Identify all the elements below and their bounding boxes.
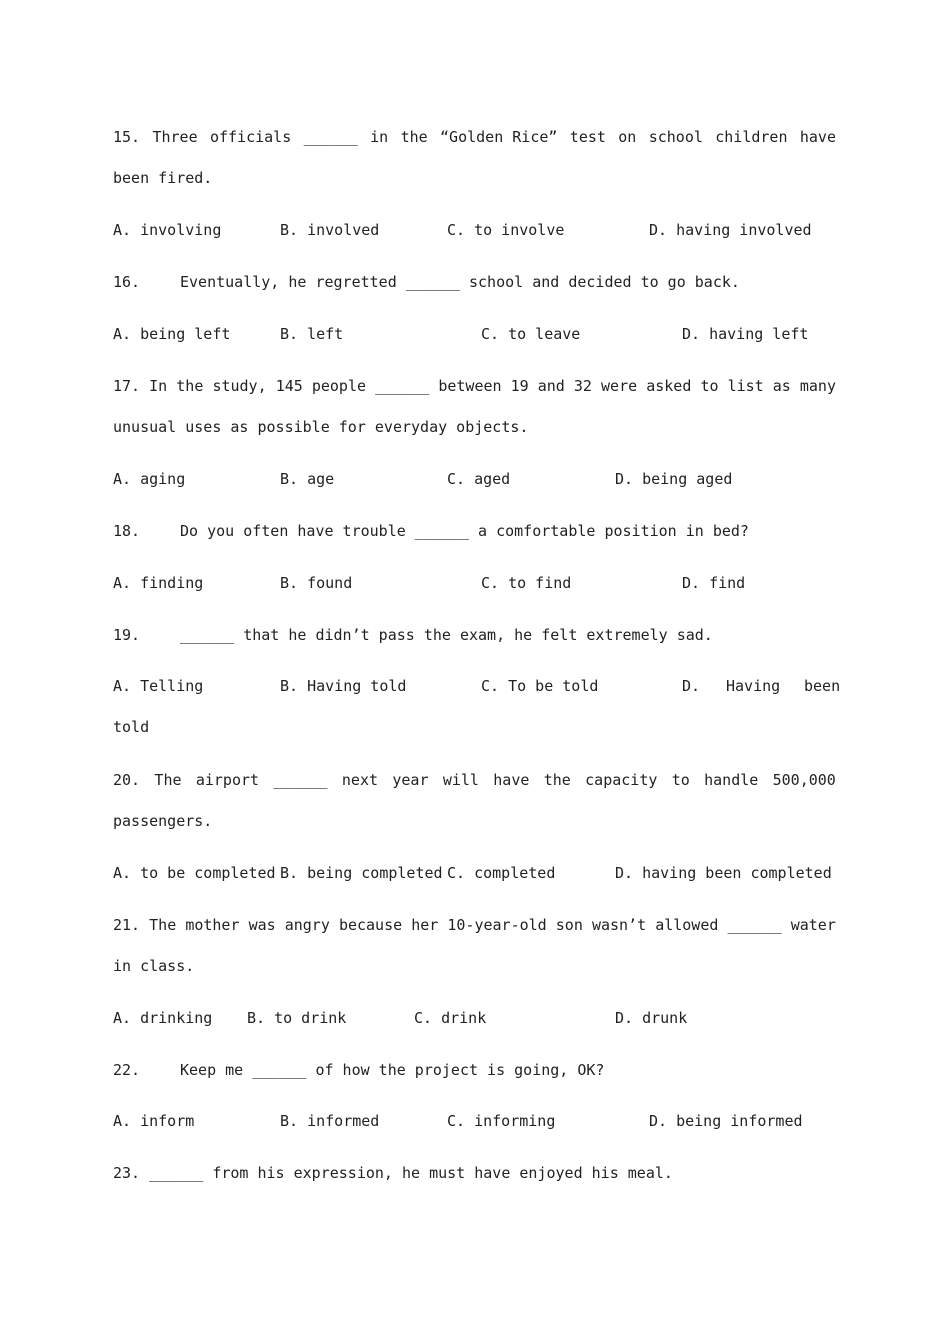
question-20-stem-line1	[113, 770, 836, 790]
option-b: B. informed	[280, 1112, 380, 1130]
word: “Golden Rice”	[440, 128, 558, 146]
option-d: D. having involved	[649, 221, 812, 239]
question-number: 18.	[113, 522, 141, 540]
blank: ______	[273, 771, 328, 789]
question-number: 23.	[113, 1164, 141, 1182]
option-b: B. left	[280, 325, 344, 343]
word: airport	[195, 771, 260, 789]
blank: ______	[303, 128, 358, 146]
question-15-stem-line2: been fired.	[113, 169, 213, 187]
question-number: 21.	[113, 916, 141, 934]
word: 19	[510, 377, 529, 395]
option-a: A. finding	[113, 574, 204, 592]
word: Three	[152, 128, 198, 146]
word: many	[799, 377, 836, 395]
option-a: A. inform	[113, 1112, 195, 1130]
question-number: 19.	[113, 626, 141, 644]
word: between	[438, 377, 502, 395]
question-text: ______ from his expression, he must have enjoyed his meal.	[149, 1164, 673, 1182]
word: The	[149, 916, 177, 934]
option-a: A. being left	[113, 325, 231, 343]
word: children	[715, 128, 788, 146]
word: were	[601, 377, 638, 395]
option-d: D. being aged	[615, 470, 733, 488]
word: school	[648, 128, 703, 146]
word: people	[311, 377, 367, 395]
word: to	[700, 377, 719, 395]
word: allowed	[655, 916, 719, 934]
word: study,	[212, 377, 267, 395]
option-a: A. drinking	[113, 1009, 213, 1027]
option-b: B. age	[280, 470, 335, 488]
word: will	[442, 771, 479, 789]
question-23-stem	[113, 1163, 673, 1183]
option-d: D. being informed	[649, 1112, 803, 1130]
word: her	[411, 916, 439, 934]
question-21-stem-line2: in class.	[113, 957, 195, 975]
question-number: 16.	[113, 273, 141, 291]
question-18-stem	[113, 521, 749, 541]
option-c: C. aged	[447, 470, 511, 488]
question-number: 15.	[113, 128, 141, 146]
question-number: 20.	[113, 771, 141, 789]
option-c: C. completed	[447, 864, 556, 882]
word: have	[493, 771, 530, 789]
word: year	[392, 771, 429, 789]
question-17-stem-line2: unusual uses as possible for everyday objects.	[113, 418, 529, 436]
word: in	[370, 128, 389, 146]
option-a: A. to be completed	[113, 864, 276, 882]
word: next	[341, 771, 379, 789]
question-number: 22.	[113, 1061, 141, 1079]
option-d-word: Having	[726, 677, 781, 695]
option-a: A. aging	[113, 470, 186, 488]
option-d: D. drunk	[615, 1009, 688, 1027]
option-d: D. having been completed	[615, 864, 832, 882]
option-c: C. drink	[414, 1009, 487, 1027]
option-a: A. involving	[113, 221, 222, 239]
blank: ______	[375, 377, 430, 395]
option-b: B. to drink	[247, 1009, 347, 1027]
question-number: 17.	[113, 377, 141, 395]
option-c: C. to find	[481, 574, 572, 592]
word: 32	[573, 377, 592, 395]
word: the	[543, 771, 571, 789]
question-text: Eventually, he regretted ______ school and decided to go back.	[180, 273, 740, 291]
question-text: Keep me ______ of how the project is going, OK?	[180, 1061, 605, 1079]
word: list	[727, 377, 764, 395]
option-d-letter: D.	[682, 677, 701, 695]
blank: ______	[727, 916, 782, 934]
word: 500,000	[772, 771, 836, 789]
word: 145	[275, 377, 303, 395]
word: because	[338, 916, 403, 934]
word: The	[154, 771, 182, 789]
option-c: C. To be told	[481, 677, 599, 695]
option-b: B. found	[280, 574, 353, 592]
question-16-stem	[113, 272, 740, 292]
option-a: A. Telling	[113, 677, 204, 695]
option-b: B. Having told	[280, 677, 407, 695]
option-d-word: been	[804, 677, 841, 695]
word: asked	[646, 377, 692, 395]
word: and	[537, 377, 565, 395]
word: In	[149, 377, 168, 395]
question-22-stem	[113, 1060, 604, 1080]
word: son	[555, 916, 583, 934]
word: 10-year-old	[447, 916, 547, 934]
word: officials	[209, 128, 292, 146]
option-c: C. to leave	[481, 325, 581, 343]
word: mother	[185, 916, 240, 934]
word: angry	[284, 916, 330, 934]
option-d: D. having left	[682, 325, 809, 343]
option-c: C. informing	[447, 1112, 556, 1130]
word: the	[400, 128, 428, 146]
word: have	[799, 128, 836, 146]
word: as	[772, 377, 791, 395]
question-17-stem-line1	[113, 376, 836, 396]
option-b: B. being completed	[280, 864, 443, 882]
word: on	[618, 128, 637, 146]
option-c: C. to involve	[447, 221, 565, 239]
question-19-stem	[113, 625, 713, 645]
option-b: B. involved	[280, 221, 380, 239]
option-d: D. find	[682, 574, 746, 592]
word: test	[569, 128, 606, 146]
question-21-stem-line1	[113, 915, 836, 935]
word: capacity	[585, 771, 658, 789]
word: was	[248, 916, 276, 934]
question-text: ______ that he didn’t pass the exam, he felt extremely sad.	[180, 626, 713, 644]
word: handle	[704, 771, 759, 789]
word: water	[790, 916, 836, 934]
word: the	[176, 377, 204, 395]
question-15-stem-line1	[113, 127, 836, 147]
question-text: Do you often have trouble ______ a comfortable position in bed?	[180, 522, 749, 540]
word: wasn’t	[591, 916, 647, 934]
word: to	[671, 771, 690, 789]
option-d-wrap: told	[113, 718, 150, 736]
question-20-stem-line2: passengers.	[113, 812, 213, 830]
